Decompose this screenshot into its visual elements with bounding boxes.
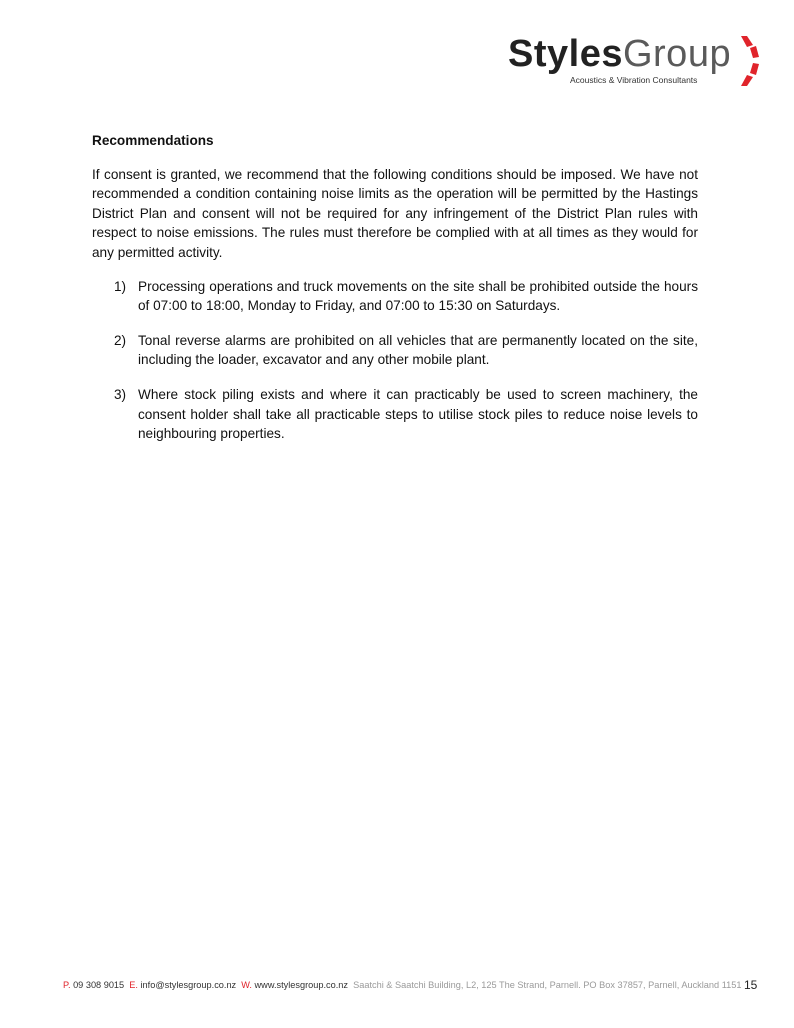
footer-address: Saatchi & Saatchi Building, L2, 125 The Strand, Parnell. PO Box 37857, Parnell, Auckland 1151 — [353, 980, 742, 990]
logo-bracket-icon — [738, 36, 766, 86]
logo-brand-bold: Styles — [508, 33, 623, 75]
web-label: W. — [241, 980, 252, 990]
condition-number: 2) — [114, 332, 127, 348]
page-number: 15 — [744, 978, 758, 992]
logo-wordmark — [508, 34, 731, 74]
footer-website[interactable]: www.stylesgroup.co.nz — [254, 980, 348, 990]
phone-label: P. — [63, 980, 71, 990]
condition-item — [92, 331, 698, 370]
condition-item — [92, 277, 698, 316]
logo-brand-light: Group — [622, 33, 732, 75]
page-footer — [63, 980, 742, 990]
condition-text: Processing operations and truck movements on the site shall be prohibited outside the hours of 07:00 to 18:00, Monday to Friday, and 07:00 to 15:30 on Saturdays. — [138, 278, 698, 314]
intro-paragraph: If consent is granted, we recommend that the following conditions should be imposed. We have not recommended a condition containing noise limits as the operation will be permitted by the Hastings District Plan and consent will not be required for any infringement of the District Plan rules with respect to noise emissions. The rules must therefore be complied with at all times as they would for any permitted activity. — [92, 166, 698, 260]
conditions-list — [92, 277, 698, 444]
company-logo — [508, 34, 758, 90]
condition-number: 3) — [114, 386, 127, 402]
condition-text: Where stock piling exists and where it can practicably be used to screen machinery, the consent holder shall take all practicable steps to utilise stock piles to reduce noise levels to neighbouring properties. — [138, 386, 698, 442]
footer-phone: 09 308 9015 — [73, 980, 125, 990]
logo-tagline: Acoustics & Vibration Consultants — [570, 75, 698, 85]
section-heading: Recommendations — [92, 133, 214, 148]
footer-email[interactable]: info@stylesgroup.co.nz — [140, 980, 237, 990]
condition-text: Tonal reverse alarms are prohibited on all vehicles that are permanently located on the site, including the loader, excavator and any other mobile plant. — [138, 332, 698, 368]
recommendations-section — [92, 131, 698, 459]
condition-item — [92, 385, 698, 444]
condition-number: 1) — [114, 278, 127, 294]
email-label: E. — [129, 980, 138, 990]
